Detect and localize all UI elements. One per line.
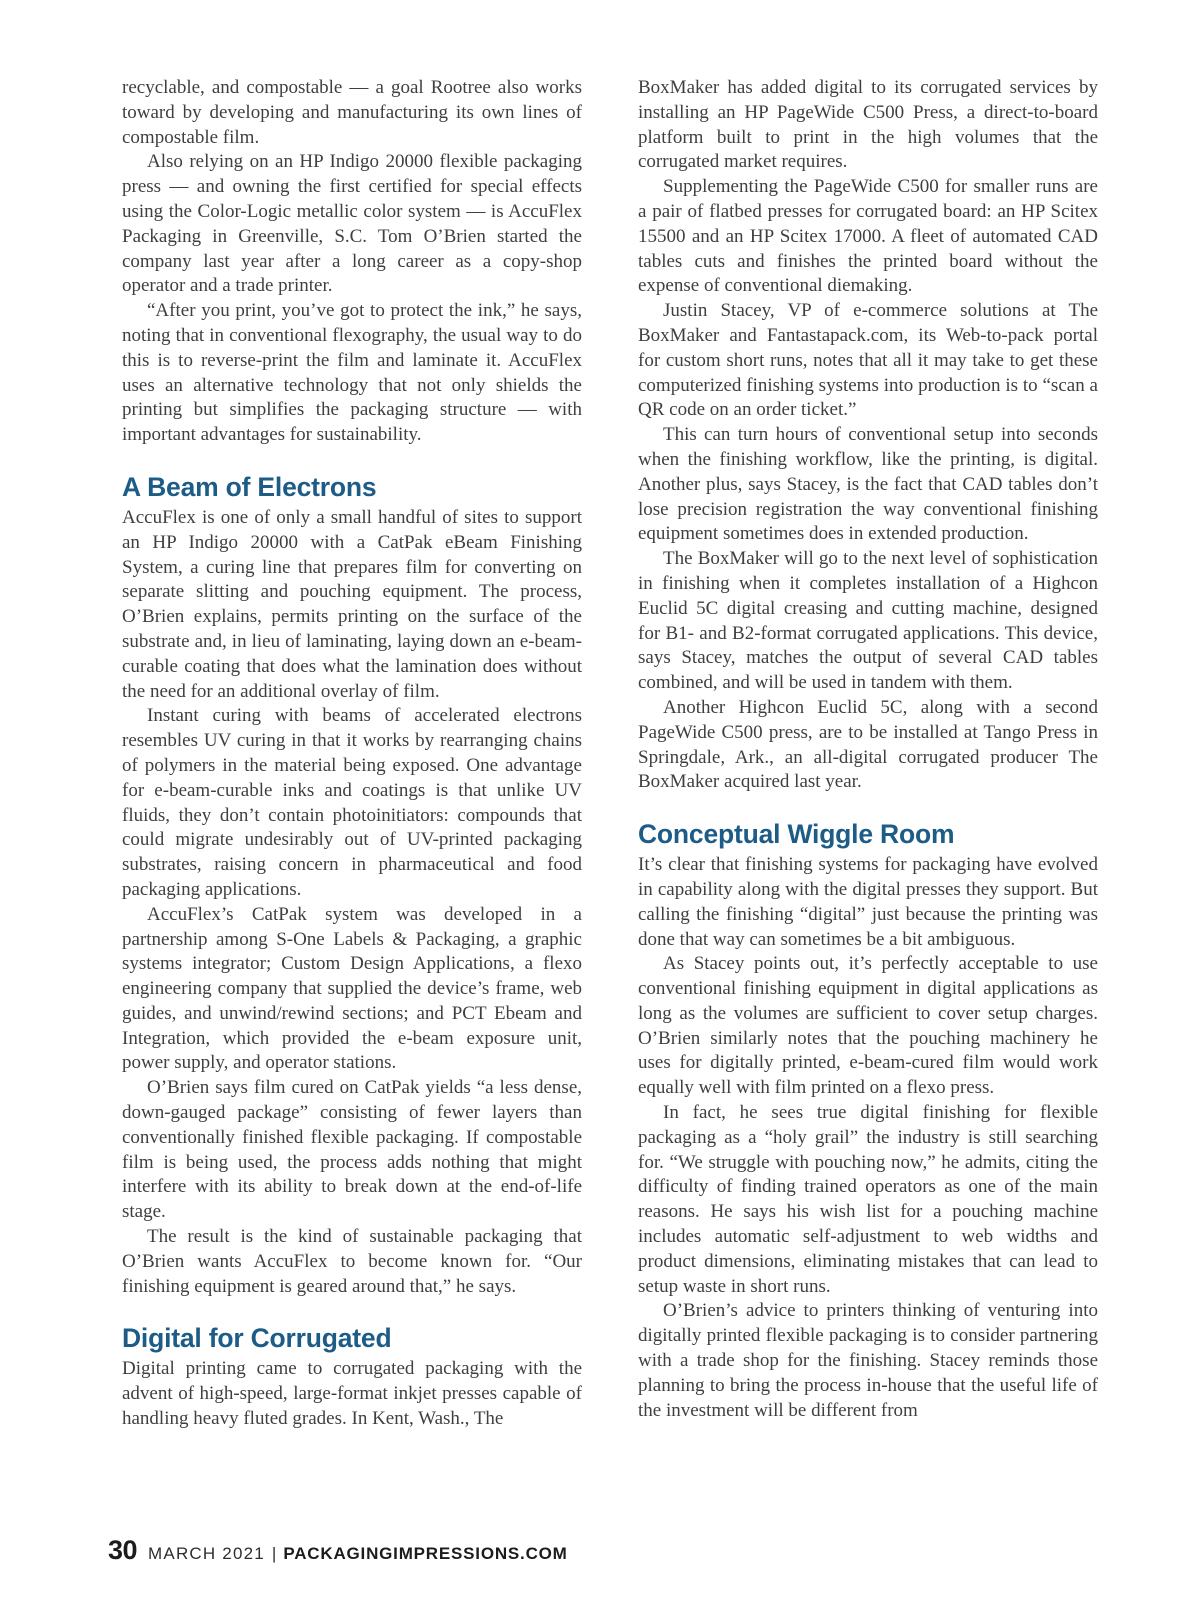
article-paragraph: BoxMaker has added digital to its corrugated services by installing an HP PageWide C500 Press, a direct-to-board platform built to print in the high volumes that the corrugated market requires.: [638, 77, 1098, 173]
article-paragraph: “After you print, you’ve got to protect the ink,” he says, noting that in conventional flexography, the usual way to do this is to reverse-print the film and laminate it. AccuFlex uses an alternative technology that not only shields the printing but simplifies the packaging structure — with important advantages for sustainability.: [122, 300, 582, 446]
article-paragraph: Instant curing with beams of accelerated electrons resembles UV curing in that it works by rearranging chains of polymers in the material being exposed. One advantage for e-beam-curable inks and coatings is that unlike UV fluids, they don’t contain photoinitiators: compounds that could migrate undesirably out of UV-printed packaging substrates, raising concern in pharmaceutical and food packaging applications.: [122, 705, 582, 900]
article-paragraph: O’Brien says film cured on CatPak yields “a less dense, down-gauged package” consisting of fewer layers than conventionally finished flexible packaging. If compostable film is being used, the process adds nothing that might interfere with its ability to break down at the end-of-life stage.: [122, 1077, 582, 1223]
article-paragraph: AccuFlex’s CatPak system was developed in a partnership among S-One Labels & Packaging, a graphic systems integrator; Custom Design Applications, a flexo engineering company that supplied the device’s frame, web guides, and unwind/rewind sections; and PCT Ebeam and Integration, which provided the e-beam exposure unit, power supply, and operator stations.: [122, 903, 582, 1074]
section-heading-conceptual-wiggle-room: Conceptual Wiggle Room: [638, 819, 955, 850]
article-paragraph: As Stacey points out, it’s perfectly acceptable to use conventional finishing equipment in digital applications as long as the volumes are sufficient to cover setup charges. O’Brien similarly notes that the pouching machinery he uses for digitally printed, e-beam-cured film would work equally well with film printed on a flexo press.: [638, 953, 1098, 1099]
issue-date: MARCH 2021: [148, 1544, 265, 1563]
article-paragraph: Supplementing the PageWide C500 for smaller runs are a pair of flatbed presses for corrugated board: an HP Scitex 15500 and an HP Scitex 17000. A fleet of automated CAD tables cuts and finishes the printed board without the expense of conventional diemaking.: [638, 176, 1098, 297]
section-heading-a-beam-of-electrons: A Beam of Electrons: [122, 471, 377, 502]
left-column: [122, 76, 582, 1432]
footer-separator: |: [271, 1544, 277, 1563]
article-paragraph: Also relying on an HP Indigo 20000 flexible packaging press — and owning the first certified for special effects using the Color-Logic metallic color system — is AccuFlex Packaging in Greenville, S.C. Tom O’Brien started the company last year after a long career as a copy-shop operator and a trade printer.: [122, 151, 582, 297]
right-column: [638, 76, 1098, 1432]
article-paragraph: AccuFlex is one of only a small handful of sites to support an HP Indigo 20000 with a CatPak eBeam Finishing System, a curing line that prepares film for converting on separate slitting and pouching equipment. The process, O’Brien explains, permits printing on the surface of the substrate and, in lieu of laminating, laying down an e-beam-curable coating that does what the lamination does without the need for an additional overlay of film.: [122, 506, 582, 702]
section-heading-digital-for-corrugated: Digital for Corrugated: [122, 1323, 392, 1354]
page-footer: [108, 1535, 568, 1566]
article-paragraph: In fact, he sees true digital finishing for flexible packaging as a “holy grail” the industry is still searching for. “We struggle with pouching now,” he admits, citing the difficulty of finding trained operators as one of the main reasons. He says his wish list for a pouching machine includes automatic self-adjustment to web widths and product dimensions, eliminating mistakes that can lead to setup waste in short runs.: [638, 1102, 1098, 1297]
article-paragraph: recyclable, and compostable — a goal Rootree also works toward by developing and manufacturing its own lines of compostable film.: [122, 77, 582, 148]
article-paragraph: This can turn hours of conventional setup into seconds when the finishing workflow, like the printing, is digital. Another plus, says Stacey, is the fact that CAD tables don’t lose precision registration the way conventional finishing equipment sometimes does in extended production.: [638, 424, 1098, 545]
publication-website: PACKAGINGIMPRESSIONS.COM: [283, 1544, 568, 1563]
article-paragraph: Digital printing came to corrugated packaging with the advent of high-speed, large-format inkjet presses capable of handling heavy fluted grades. In Kent, Wash., The: [122, 1358, 582, 1430]
article-paragraph: The BoxMaker will go to the next level of sophistication in finishing when it completes installation of a Highcon Euclid 5C digital creasing and cutting machine, designed for B1- and B2-format corrugated applications. This device, says Stacey, matches the output of several CAD tables combined, and will be used in tandem with them.: [638, 548, 1098, 694]
page-number: 30: [108, 1535, 138, 1565]
article-paragraph: Another Highcon Euclid 5C, along with a second PageWide C500 press, are to be installed at Tango Press in Springdale, Ark., an all-digital corrugated producer The BoxMaker acquired last year.: [638, 696, 1098, 793]
article-paragraph: O’Brien’s advice to printers thinking of venturing into digitally printed flexible packaging is to consider partnering with a trade shop for the finishing. Stacey reminds those planning to bring the process in-house that the useful life of the investment will be different from: [638, 1300, 1098, 1421]
article-body: [122, 76, 1098, 1432]
article-paragraph: The result is the kind of sustainable packaging that O’Brien wants AccuFlex to become known for. “Our finishing equipment is geared around that,” he says.: [122, 1226, 582, 1297]
article-paragraph: Justin Stacey, VP of e-commerce solutions at The BoxMaker and Fantastapack.com, its Web-to-pack portal for custom short runs, notes that all it may take to get these computerized finishing systems into production is to “scan a QR code on an order ticket.”: [638, 300, 1098, 421]
article-paragraph: It’s clear that finishing systems for packaging have evolved in capability along with the digital presses they support. But calling the finishing “digital” just because the printing was done that way can sometimes be a bit ambiguous.: [638, 854, 1098, 950]
